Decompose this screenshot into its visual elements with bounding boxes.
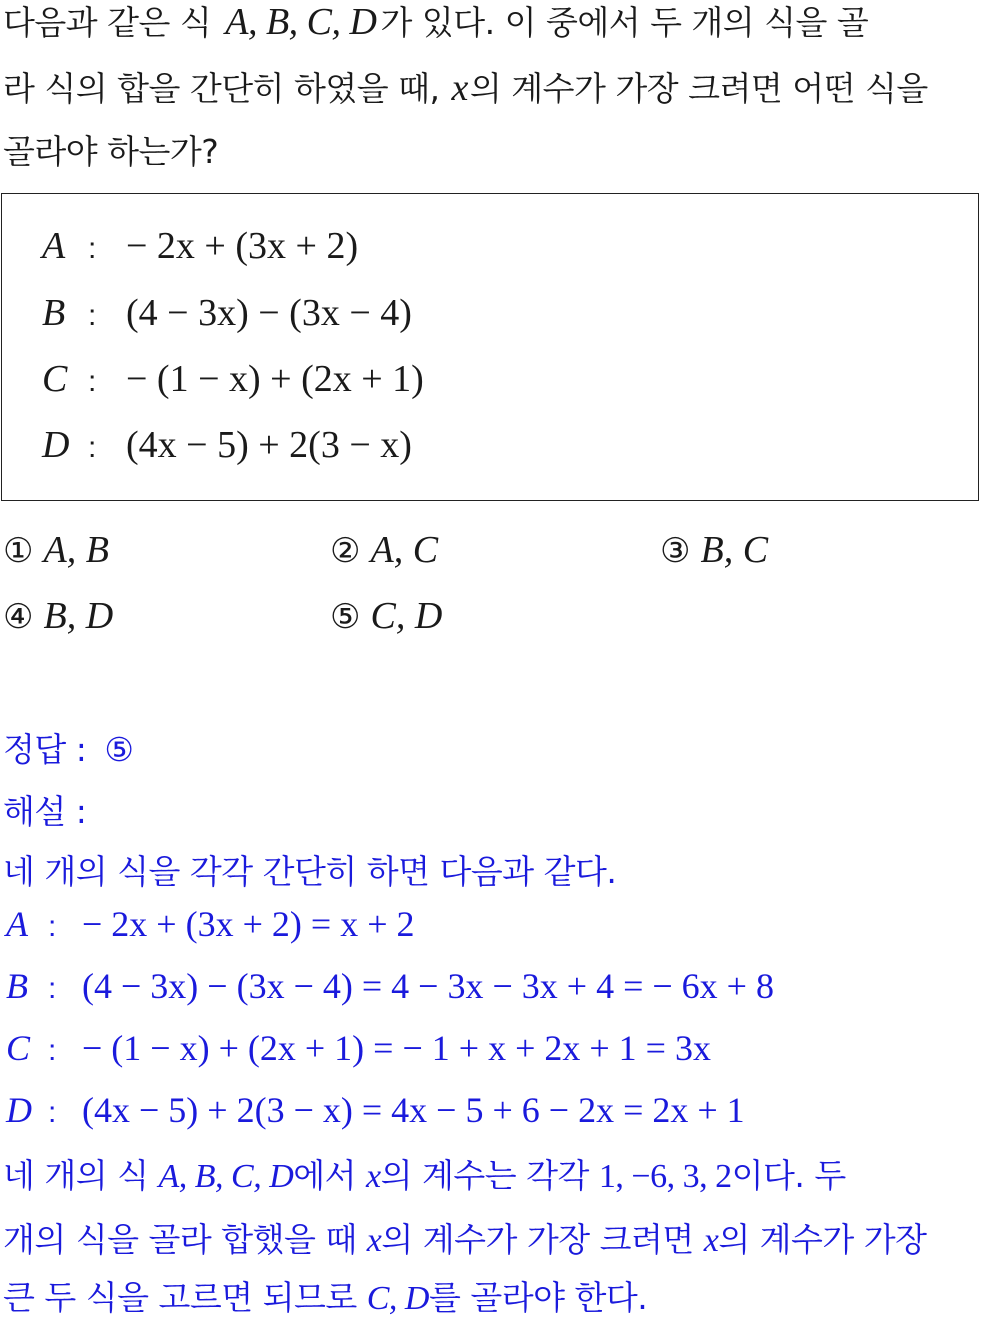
expression-box (1, 193, 979, 501)
question-text: 다음과 같은 식 (3, 3, 212, 42)
colon: : (48, 910, 57, 943)
conclusion-text: 큰 두 식을 고르면 되므로 (3, 1278, 357, 1317)
question-text: 골라야 하는가? (3, 132, 219, 171)
question-variable-x: x (451, 67, 468, 109)
choice-1[interactable] (3, 528, 109, 572)
choice-number: ④ (3, 597, 34, 637)
choice-number: ⑤ (330, 597, 361, 637)
question-line-1 (3, 2, 868, 43)
expression-a (42, 224, 358, 268)
conclusion-variable-x: x (366, 1158, 381, 1195)
expression-label: D (42, 424, 70, 466)
conclusion-line-1 (3, 1150, 846, 1197)
step-formula: (4x − 5) + 2(3 − x) = 4x − 5 + 6 − 2x = 2x + 1 (82, 1090, 745, 1130)
choice-2[interactable] (330, 528, 438, 572)
colon: : (88, 299, 97, 332)
choice-5[interactable] (330, 594, 442, 638)
conclusion-line-2 (3, 1214, 927, 1261)
colon: : (88, 365, 97, 398)
choice-text: B, C (700, 529, 769, 571)
choice-number: ② (330, 531, 361, 571)
conclusion-text: 를 골라야 한다. (428, 1278, 648, 1317)
conclusion-line-3 (3, 1272, 647, 1319)
conclusion-variable-x: x (366, 1222, 382, 1259)
question-variables: A, B, C, D (225, 1, 377, 43)
step-label: B (6, 966, 28, 1006)
expression-formula: − (1 − x) + (2x + 1) (126, 358, 424, 400)
conclusion-text: 의 계수가 가장 (718, 1220, 927, 1259)
conclusion-text: 이다. 두 (731, 1156, 846, 1195)
explanation-intro (3, 846, 616, 893)
choice-number: ① (3, 531, 34, 571)
explanation-label-text: 해설 : (3, 792, 87, 831)
step-formula: − (1 − x) + (2x + 1) = − 1 + x + 2x + 1 = 3x (82, 1028, 711, 1068)
expression-b (42, 291, 412, 335)
choice-text: A, C (370, 529, 439, 571)
colon: : (48, 1034, 57, 1067)
question-text: 라 식의 합을 간단히 하였을 때, (3, 69, 440, 108)
solution-step-b (6, 965, 774, 1007)
conclusion-variables: A, B, C, D (158, 1158, 294, 1195)
question-line-3 (3, 132, 218, 172)
expression-formula: (4 − 3x) − (3x − 4) (126, 292, 412, 334)
expression-label: B (42, 292, 66, 334)
colon: : (48, 972, 57, 1005)
colon: : (88, 232, 97, 265)
answer-value: ⑤ (104, 730, 134, 769)
conclusion-text: 개의 식을 골라 합했을 때 (3, 1220, 357, 1259)
choice-text: B, D (43, 595, 114, 637)
expression-formula: (4x − 5) + 2(3 − x) (126, 424, 412, 466)
conclusion-text: 에서 (293, 1156, 357, 1195)
expression-label: A (42, 225, 66, 267)
conclusion-variables: C, D (366, 1280, 429, 1317)
solution-step-c (6, 1027, 711, 1069)
choice-3[interactable] (660, 528, 768, 572)
conclusion-variable-x: x (703, 1222, 719, 1259)
question-line-2 (3, 68, 928, 109)
step-label: D (6, 1090, 32, 1130)
choice-4[interactable] (3, 594, 113, 638)
choice-number: ③ (660, 531, 691, 571)
conclusion-coefficients: 1, −6, 3, 2 (598, 1158, 732, 1195)
choice-text: C, D (370, 595, 443, 637)
answer-label: 정답 : (3, 730, 87, 769)
step-formula: − 2x + (3x + 2) = x + 2 (82, 904, 415, 944)
expression-c (42, 357, 424, 401)
question-text: 의 계수가 가장 크려면 어떤 식을 (469, 69, 928, 108)
explanation-label (3, 786, 86, 833)
solution-step-d (6, 1089, 745, 1131)
expression-label: C (42, 358, 68, 400)
explanation-intro-text: 네 개의 식을 각각 간단히 하면 다음과 같다. (3, 852, 617, 891)
step-label: C (6, 1028, 31, 1068)
colon: : (88, 431, 97, 464)
expression-d (42, 423, 412, 467)
question-text: 가 있다. 이 중에서 두 개의 식을 골 (380, 3, 869, 42)
step-label: A (6, 904, 28, 944)
expression-formula: − 2x + (3x + 2) (126, 225, 359, 267)
conclusion-text: 네 개의 식 (3, 1156, 149, 1195)
choice-text: A, B (43, 529, 109, 571)
conclusion-text: 의 계수가 가장 크려면 (381, 1220, 694, 1259)
solution-step-a (6, 903, 415, 945)
colon: : (48, 1096, 57, 1129)
step-formula: (4 − 3x) − (3x − 4) = 4 − 3x − 3x + 4 = − 6x + 8 (82, 966, 774, 1006)
answer-line (3, 724, 133, 771)
conclusion-text: 의 계수는 각각 (380, 1156, 589, 1195)
